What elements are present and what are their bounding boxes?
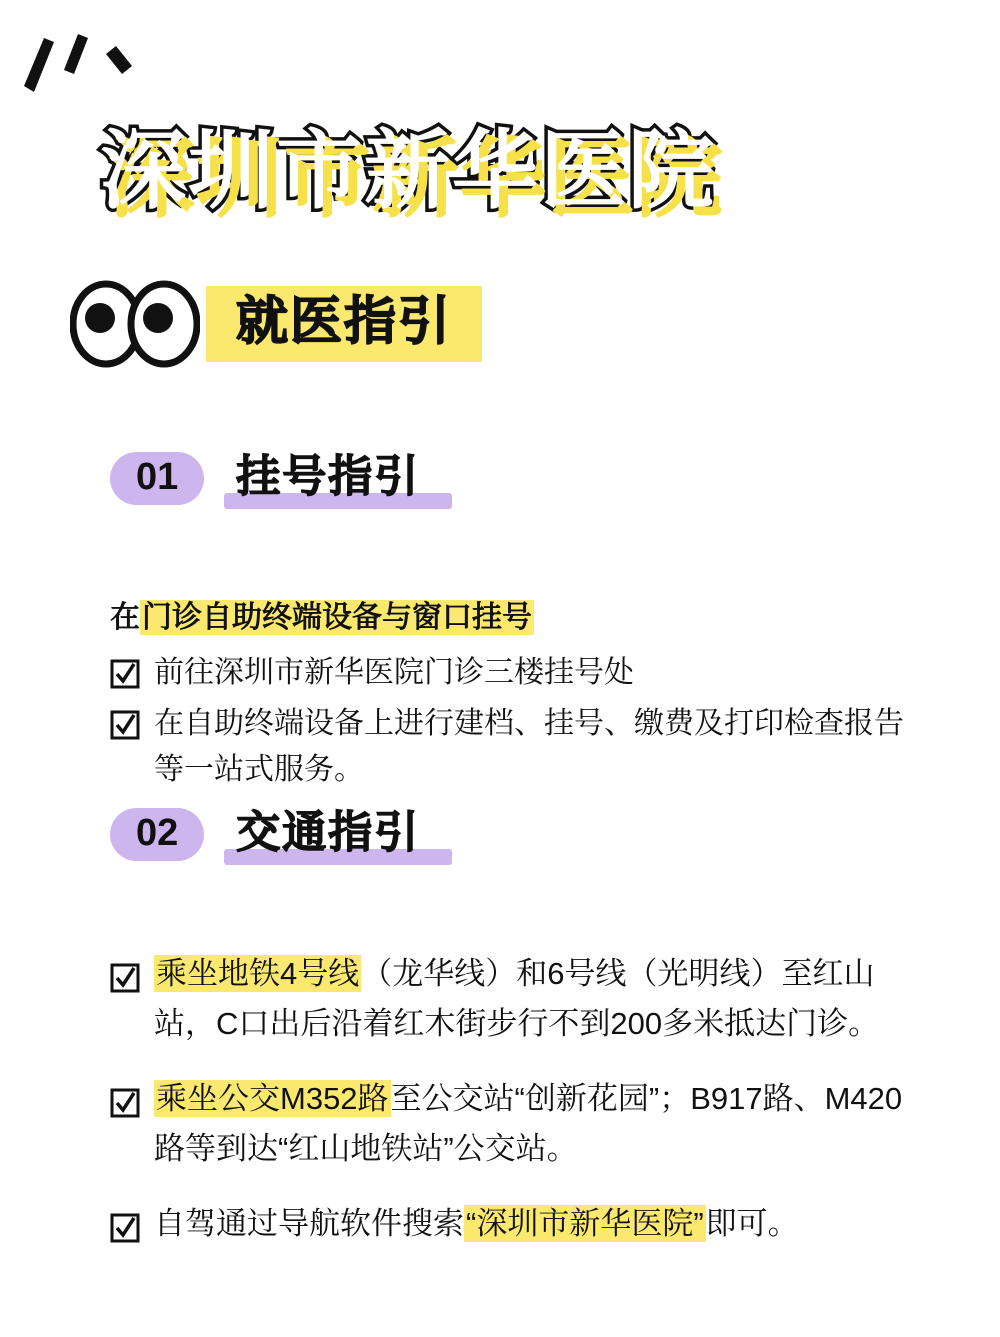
sparkle-decoration xyxy=(10,30,170,120)
list-item xyxy=(110,701,930,794)
metro-rest: （龙华线）和6号线（光明线）至红山站，C口出后沿着红木街步行不到200多米抵达门诊。 xyxy=(154,956,880,1041)
section-01-header xyxy=(110,452,930,505)
section-01-title-text: 挂号指引 xyxy=(236,451,421,501)
drive-highlight: “深圳市新华医院” xyxy=(466,1206,704,1242)
check-icon xyxy=(110,1083,140,1113)
page-title xyxy=(100,123,920,219)
list-item xyxy=(110,1199,930,1249)
subtitle-text: 就医指引 xyxy=(236,293,453,351)
list-item xyxy=(110,1074,930,1173)
bus-rest: 至公交站“创新花园”；B917路、M420路等到达“红山地铁站”公交站。 xyxy=(154,1081,903,1166)
section-01-list xyxy=(110,650,930,794)
metro-highlight: 乘坐地铁4号线 xyxy=(156,956,360,991)
check-icon xyxy=(110,708,140,738)
list-item-text: 前往深圳市新华医院门诊三楼挂号处 xyxy=(154,656,634,689)
list-item-text xyxy=(154,1199,930,1249)
drive-pre: 自驾通过导航软件搜索 xyxy=(154,1206,464,1242)
list-item-text xyxy=(154,949,930,1048)
section-02-title-text: 交通指引 xyxy=(236,807,421,857)
check-icon xyxy=(110,1208,140,1238)
section-01-lead xyxy=(110,595,930,640)
list-item-text xyxy=(154,1074,930,1173)
subtitle-row xyxy=(70,278,482,370)
section-01-title xyxy=(230,451,426,503)
list-item xyxy=(110,650,930,697)
list-item xyxy=(110,949,930,1048)
section-02-list xyxy=(110,949,930,1249)
lead-prefix: 在 xyxy=(110,601,140,634)
section-02-header xyxy=(110,808,930,861)
section-transport xyxy=(110,808,930,1275)
main-title-text: 深圳市新华医院 xyxy=(100,123,716,219)
section-registration xyxy=(110,452,930,798)
list-item-text: 在自助终端设备上进行建档、挂号、缴费及打印检查报告等一站式服务。 xyxy=(154,706,904,786)
check-icon xyxy=(110,958,140,988)
section-01-number: 01 xyxy=(110,452,204,505)
section-02-title xyxy=(230,807,426,859)
lead-highlight: 门诊自助终端设备与窗口挂号 xyxy=(142,601,532,634)
subtitle-badge xyxy=(206,286,482,362)
bus-highlight: 乘坐公交M352路 xyxy=(156,1081,389,1117)
check-icon xyxy=(110,657,140,687)
section-02-number: 02 xyxy=(110,808,204,861)
eyes-icon xyxy=(70,278,200,370)
drive-rest: 即可。 xyxy=(705,1206,799,1242)
